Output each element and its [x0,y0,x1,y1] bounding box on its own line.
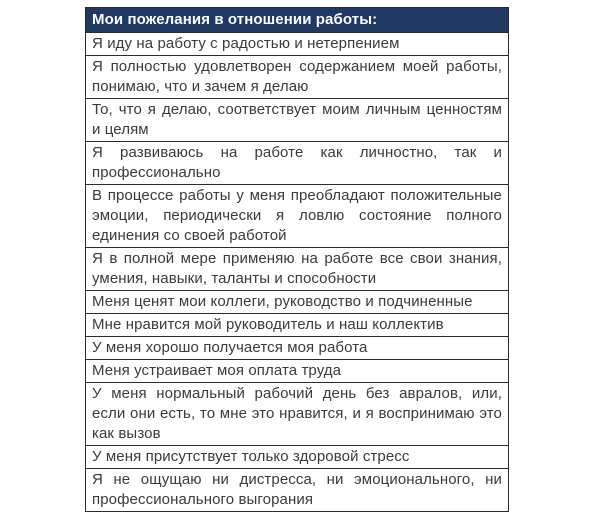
table-row [86,314,509,337]
table-cell: Я развиваюсь на работе как личностно, так и профессионально [86,142,509,185]
table-row [86,56,509,99]
table-header: Мои пожелания в отношении работы: [86,8,509,33]
table-row [86,360,509,383]
table-cell: У меня хорошо получается моя работа [86,337,509,360]
table-row [86,142,509,185]
table-row [86,291,509,314]
table-cell: Меня устраивает моя оплата труда [86,360,509,383]
table-cell: В процессе работы у меня преобладают положительные эмоции, периодически я ловлю состояние полного единения со своей работой [86,185,509,248]
table-cell: Я в полной мере применяю на работе все свои знания, умения, навыки, таланты и способности [86,248,509,291]
table-cell: У меня нормальный рабочий день без авралов, или, если они есть, то мне это нравится, и я воспринимаю это как вызов [86,383,509,446]
table-row [86,33,509,56]
table-row [86,469,509,512]
wishes-table [85,7,509,512]
table-cell: То, что я делаю, соответствует моим личным ценностям и целям [86,99,509,142]
table-cell: Я полностью удовлетворен содержанием моей работы, понимаю, что и зачем я делаю [86,56,509,99]
table-cell: Я не ощущаю ни дистресса, ни эмоционального, ни профессионального выгорания [86,469,509,512]
table-cell: Мне нравится мой руководитель и наш коллектив [86,314,509,337]
table-header-row [86,8,509,33]
table-row [86,337,509,360]
table-row [86,185,509,248]
table-cell: У меня присутствует только здоровой стресс [86,446,509,469]
table-cell: Меня ценят мои коллеги, руководство и подчиненные [86,291,509,314]
table-cell: Я иду на работу с радостью и нетерпением [86,33,509,56]
table-row [86,248,509,291]
table-row [86,99,509,142]
table-row [86,446,509,469]
table-row [86,383,509,446]
